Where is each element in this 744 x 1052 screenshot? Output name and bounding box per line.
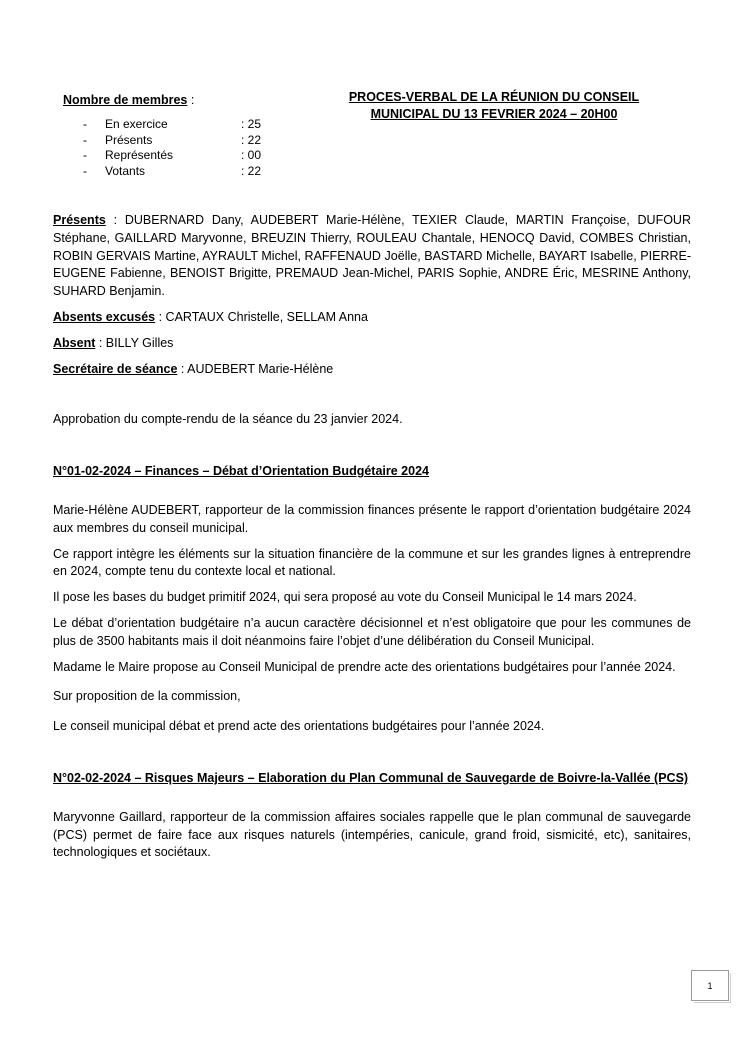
members-block: [63, 93, 313, 180]
members-row-value: : 22: [241, 132, 262, 147]
section1-paragraph-2: Ce rapport intègre les éléments sur la situation financière de la commune et sur les grandes lignes à entreprendre en 2024, compte tenu du contexte local et national.: [53, 546, 691, 579]
secretaire-label: Secrétaire de séance: [53, 361, 178, 376]
section1-title: N°01-02-2024 – Finances – Débat d’Orientation Budgétaire 2024: [53, 464, 429, 479]
list-dash: -: [83, 148, 87, 163]
absent-text: : BILLY Gilles: [95, 335, 174, 350]
members-row-value: : 22: [241, 164, 262, 179]
members-heading: [63, 93, 313, 107]
members-row-label: Présents: [105, 132, 153, 147]
members-row-representes: [63, 148, 313, 164]
page-number: 1: [691, 970, 729, 1001]
document-title-line1: PROCES-VERBAL DE LA RÉUNION DU CONSEIL: [348, 90, 640, 104]
members-row-presents: [63, 133, 313, 149]
members-row-votants: [63, 164, 313, 180]
members-row-label: Représentés: [105, 148, 174, 163]
presents-text: : DUBERNARD Dany, AUDEBERT Marie-Hélène, TEXIER Claude, MARTIN Françoise, DUFOUR Stéphane, GAILLARD Maryvonne, BREUZIN Thierry, ROULEAU Chantale, HENOCQ David, COMBES Christian, ROBIN GERVAIS Martine, AYRAULT Michel, RAFFENAUD Joëlle, BASTARD Michelle, BAYART Isabelle, PIERRE-EUGENE Fabienne, BENOIST Brigitte, PREMAUD Jean-Michel, PARIS Sophie, ANDRE Éric, MESRINE Anthony, SUHARD Benjamin.: [53, 213, 691, 299]
members-row-exercice: [63, 117, 313, 133]
list-dash: -: [83, 117, 87, 131]
members-heading-label: Nombre de membres: [63, 93, 188, 107]
excuses-label: Absents excusés: [53, 309, 156, 324]
document-title-line2: MUNICIPAL DU 13 FEVRIER 2024 – 20H00: [370, 107, 618, 121]
members-heading-suffix: :: [187, 93, 195, 107]
section2-title: N°02-02-2024 – Risques Majeurs – Elaboration du Plan Communal de Sauvegarde de Boivre-la-Vallée (PCS): [53, 770, 689, 785]
presents-paragraph: [53, 212, 691, 301]
section1-paragraph-6: Sur proposition de la commission,: [53, 689, 241, 704]
members-row-label: En exercice: [105, 117, 168, 131]
members-row-label: Votants: [105, 164, 146, 179]
section1-paragraph-3: Il pose les bases du budget primitif 2024, qui sera proposé au vote du Conseil Municipal le 14 mars 2024.: [53, 590, 637, 605]
section1-paragraph-5: Madame le Maire propose au Conseil Municipal de prendre acte des orientations budgétaires pour l’année 2024.: [53, 659, 676, 674]
section1-paragraph-7: Le conseil municipal débat et prend acte des orientations budgétaires pour l’année 2024.: [53, 719, 545, 734]
members-row-value: : 00: [241, 148, 262, 163]
excuses-paragraph: [53, 309, 691, 327]
secretaire-text: : AUDEBERT Marie-Hélène: [177, 361, 334, 376]
excuses-text: : CARTAUX Christelle, SELLAM Anna: [155, 309, 368, 324]
section1-paragraph-1: Marie-Hélène AUDEBERT, rapporteur de la commission finances présente le rapport d’orientation budgétaire 2024 aux membres du conseil municipal.: [53, 502, 691, 535]
approval-paragraph: Approbation du compte-rendu de la séance du 23 janvier 2024.: [53, 412, 403, 427]
absent-paragraph: [53, 335, 691, 353]
absent-label: Absent: [53, 335, 96, 350]
list-dash: -: [83, 164, 87, 179]
presents-label: Présents: [53, 213, 106, 227]
members-row-value: : 25: [241, 117, 262, 131]
document-title: [316, 89, 672, 123]
section1-paragraph-4: Le débat d’orientation budgétaire n’a aucun caractère décisionnel et n’est obligatoire que pour les communes de plus de 3500 habitants mais il doit néanmoins faire l’objet d’une délibération du Conseil Municipal.: [53, 615, 691, 648]
section2-paragraph-1: Maryvonne Gaillard, rapporteur de la commission affaires sociales rappelle que le plan communal de sauvegarde (PCS) permet de faire face aux risques naturels (intempéries, canicule, grand froid, sismicité, etc), sanitaires, technologiques et sociétaux.: [53, 809, 691, 860]
secretaire-paragraph: [53, 361, 691, 379]
list-dash: -: [83, 132, 87, 147]
document-body: [53, 212, 691, 862]
